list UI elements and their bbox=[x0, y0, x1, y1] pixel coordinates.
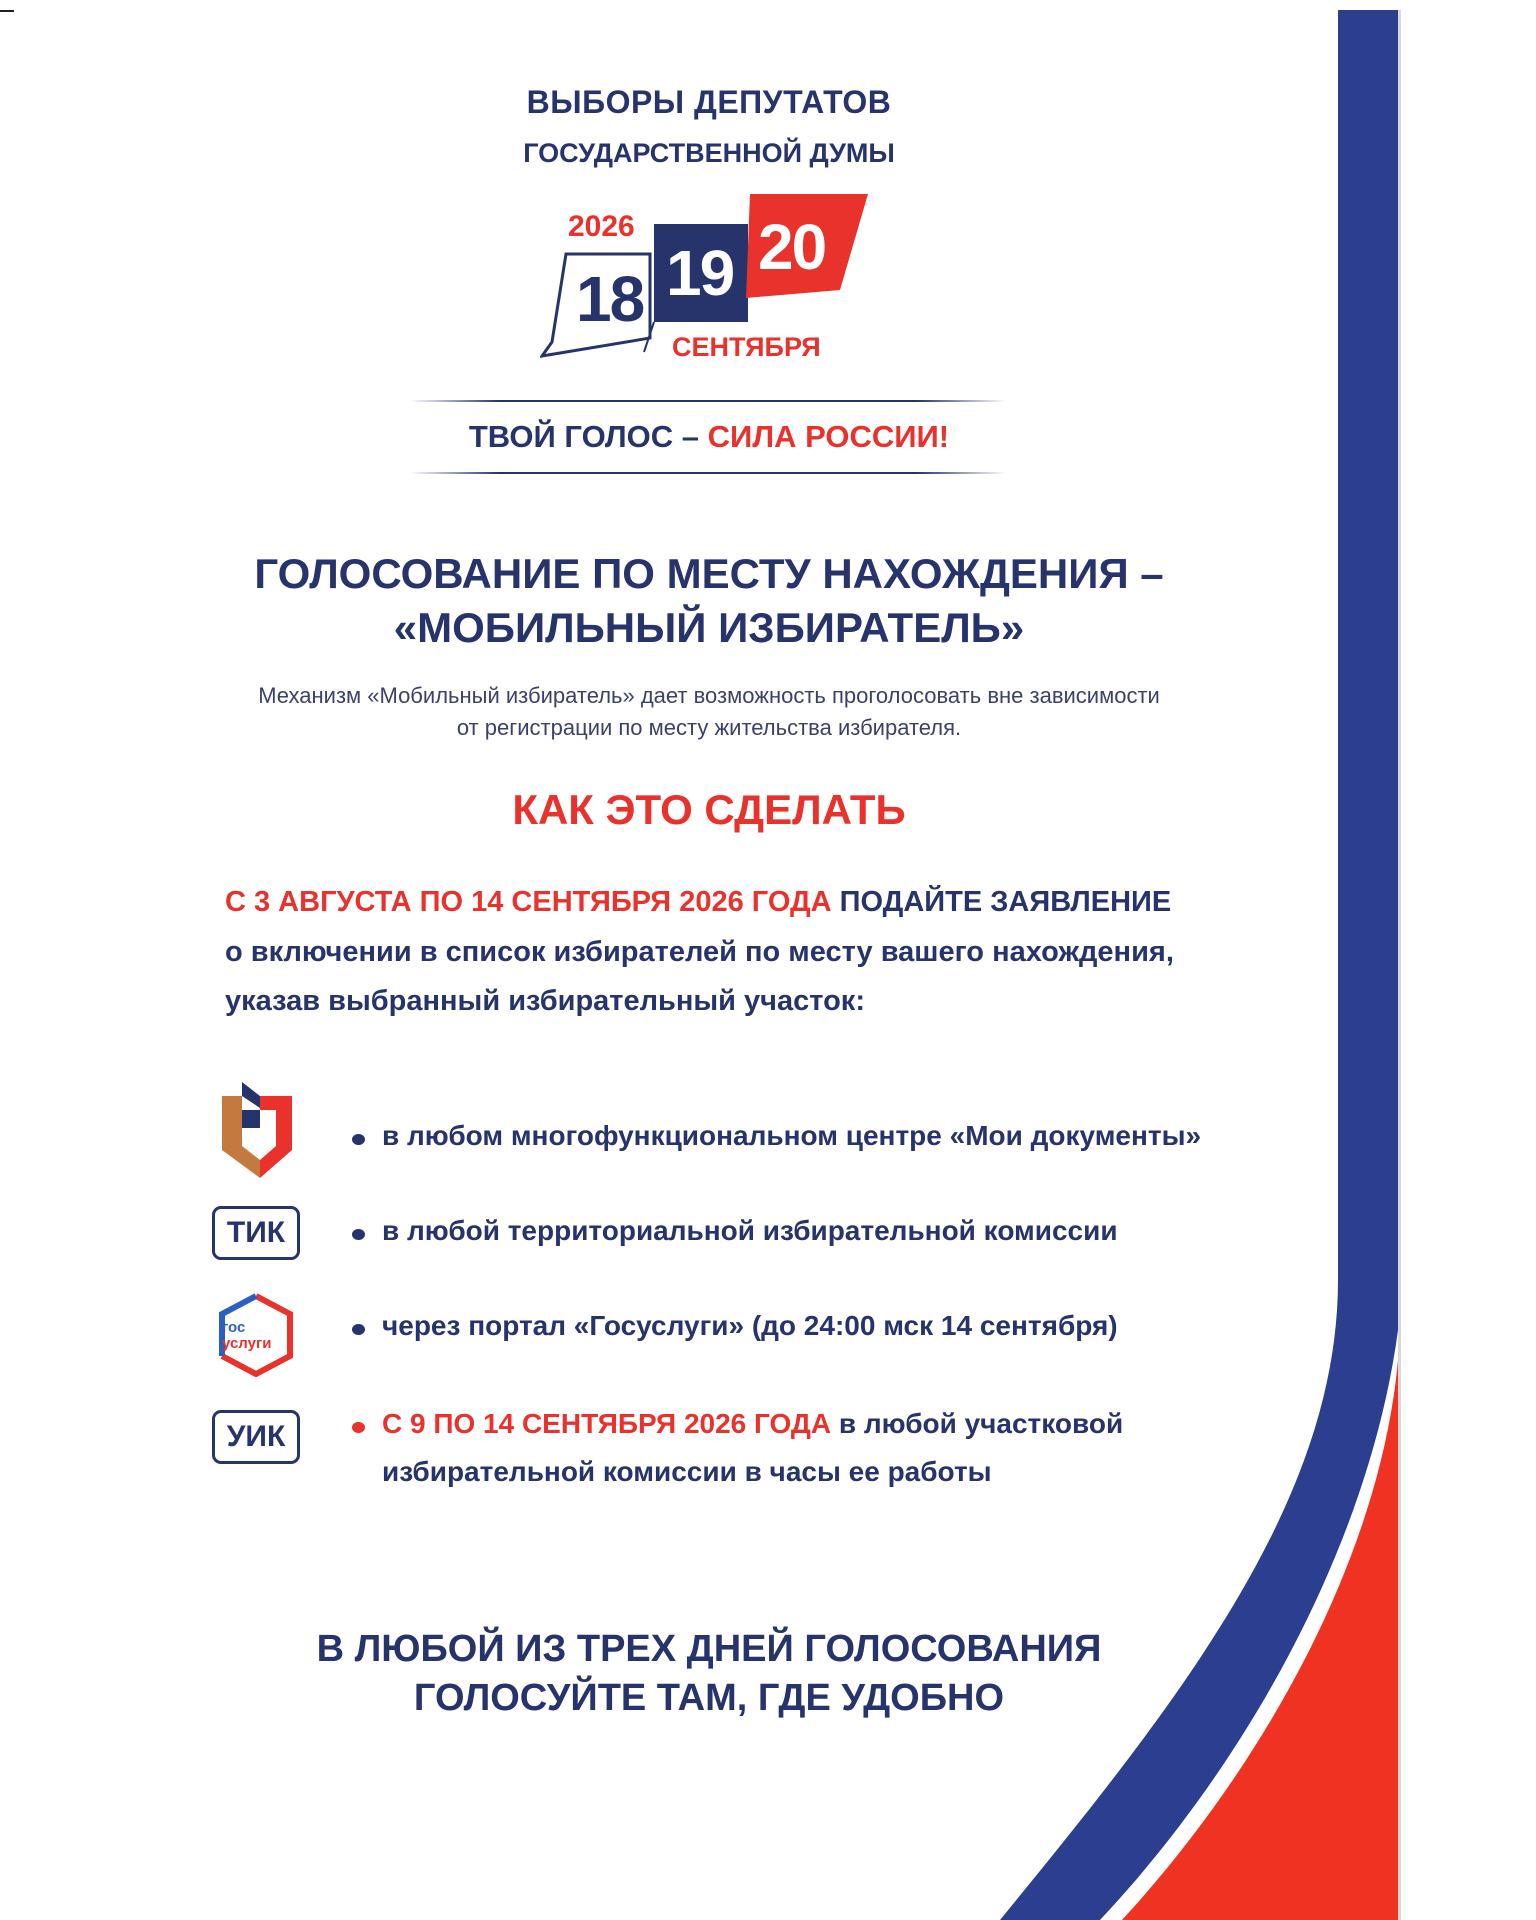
footer-line2: ГОЛОСУЙТЕ ТАМ, ГДЕ УДОБНО bbox=[413, 1677, 1005, 1719]
slogan-bottom-divider bbox=[410, 472, 1006, 474]
option-gosuslugi-text: через портал «Госуслуги» (до 24:00 мск 14 сентября) bbox=[382, 1310, 1118, 1341]
apply-action: ПОДАЙТЕ ЗАЯВЛЕНИЕ bbox=[831, 886, 1172, 918]
election-subtitle: ГОСУДАРСТВЕННОЙ ДУМЫ bbox=[523, 138, 895, 168]
gosuslugi-icon bbox=[214, 1292, 298, 1378]
option-uik-line1 bbox=[382, 1408, 1123, 1440]
election-title: ВЫБОРЫ ДЕПУТАТОВ bbox=[526, 84, 892, 120]
footer-line1: В ЛЮБОЙ ИЗ ТРЕХ ДНЕЙ ГОЛОСОВАНИЯ bbox=[316, 1628, 1102, 1670]
logo-year: 2026 bbox=[568, 210, 635, 243]
bullet-uik bbox=[352, 1422, 365, 1433]
apply-line2: о включении в список избирателей по месту вашего нахождения, bbox=[225, 936, 1174, 968]
mfc-icon bbox=[222, 1082, 296, 1178]
description-line2: от регистрации по месту жительства избирателя. bbox=[456, 715, 962, 740]
uik-text1: в любой участковой bbox=[831, 1408, 1124, 1439]
slogan bbox=[0, 419, 1418, 455]
uik-dates: С 9 ПО 14 СЕНТЯБРЯ 2026 ГОДА bbox=[382, 1408, 832, 1439]
slogan-part-red: СИЛА РОССИИ! bbox=[707, 419, 950, 454]
slogan-part-blue: ТВОЙ ГОЛОС – bbox=[468, 419, 708, 454]
apply-line3: указав выбранный избирательный участок: bbox=[225, 985, 865, 1017]
slogan-top-divider bbox=[410, 400, 1006, 402]
how-to-heading: КАК ЭТО СДЕЛАТЬ bbox=[512, 786, 906, 833]
bullet-mfc bbox=[352, 1134, 365, 1145]
logo-day-19: 19 bbox=[666, 237, 734, 309]
logo-day-18: 18 bbox=[576, 263, 644, 335]
description-line1: Механизм «Мобильный избиратель» дает возможность проголосовать вне зависимости bbox=[258, 683, 1160, 708]
logo-day-20: 20 bbox=[758, 211, 826, 283]
main-heading-line2: «МОБИЛЬНЫЙ ИЗБИРАТЕЛЬ» bbox=[393, 604, 1025, 651]
option-uik-line2: избирательной комиссии в часы ее работы bbox=[382, 1456, 992, 1487]
logo-month: СЕНТЯБРЯ bbox=[672, 332, 821, 362]
uik-badge: УИК bbox=[212, 1410, 300, 1464]
tik-badge: ТИК bbox=[212, 1206, 300, 1260]
option-mfc-text: в любом многофункциональном центре «Мои документы» bbox=[382, 1120, 1202, 1151]
scan-corner-mark bbox=[0, 10, 14, 12]
election-date-logo bbox=[540, 190, 870, 370]
gosuslugi-icon-text1: гос bbox=[222, 1319, 246, 1336]
option-tik-text: в любой территориальной избирательной комиссии bbox=[382, 1215, 1118, 1246]
apply-line1 bbox=[225, 886, 1171, 919]
main-heading-line1: ГОЛОСОВАНИЕ ПО МЕСТУ НАХОЖДЕНИЯ – bbox=[254, 550, 1164, 597]
apply-dates: С 3 АВГУСТА ПО 14 СЕНТЯБРЯ 2026 ГОДА bbox=[225, 886, 832, 918]
bullet-tik bbox=[352, 1229, 365, 1240]
bullet-gosuslugi bbox=[352, 1324, 365, 1335]
gosuslugi-icon-text2: услуги bbox=[222, 1335, 272, 1352]
